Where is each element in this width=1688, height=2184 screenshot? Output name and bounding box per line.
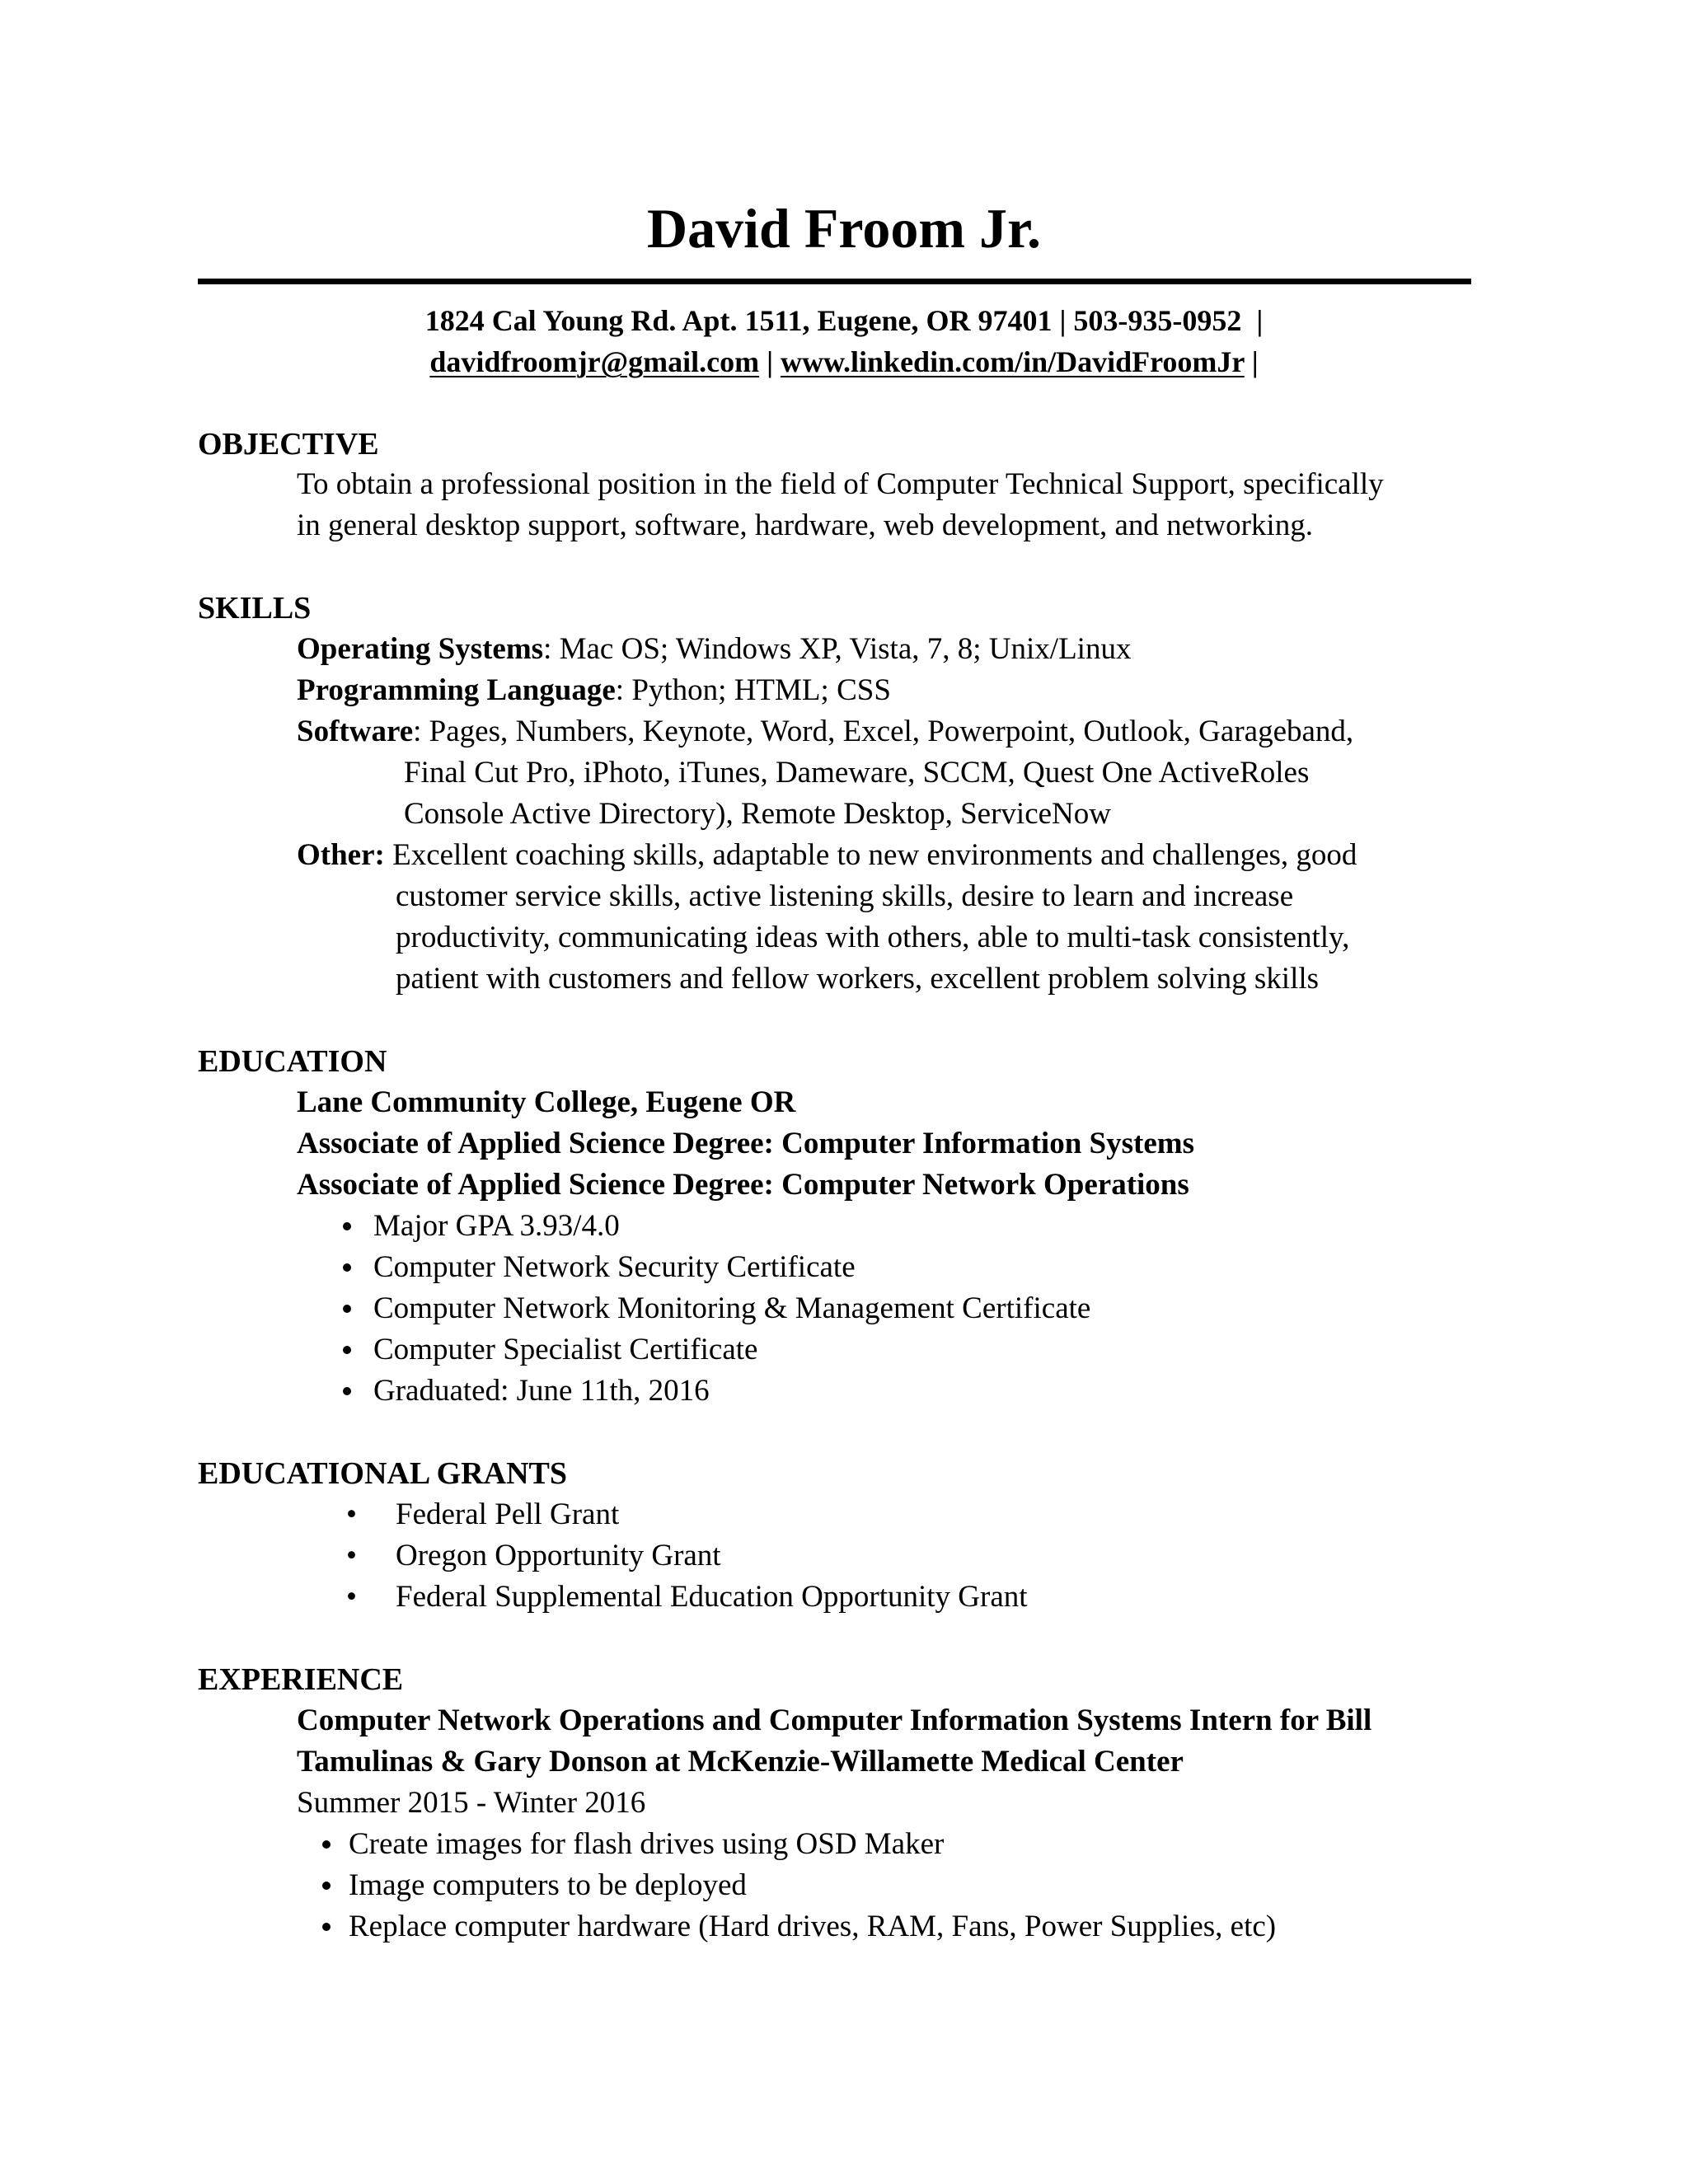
contact-trail: |: [1244, 345, 1259, 378]
contact-links: [0, 341, 1688, 382]
bullet-icon: [343, 1346, 351, 1354]
bullet-icon: •: [346, 1539, 357, 1572]
skill-label: Operating Systems: [297, 632, 544, 666]
objective-heading: OBJECTIVE: [198, 427, 379, 462]
skills-software: [297, 711, 1353, 752]
address-line: 1824 Cal Young Rd. Apt. 1511, Eugene, OR 97401 | 503-935-0952 |: [424, 304, 1264, 337]
skills-os: [297, 629, 1131, 670]
grant-item: Oregon Opportunity Grant: [396, 1539, 721, 1572]
skill-label: Programming Language: [297, 673, 616, 707]
job-title: Computer Network Operations and Computer Information Systems Intern for Bill: [297, 1704, 1372, 1737]
skills-other-cont: customer service skills, active listening skills, desire to learn and increase: [396, 879, 1294, 913]
job-title: Tamulinas & Gary Donson at McKenzie-Willamette Medical Center: [297, 1745, 1184, 1779]
skill-label: Other:: [297, 838, 385, 872]
skills-programming: [297, 670, 891, 711]
grants-heading: EDUCATIONAL GRANTS: [198, 1456, 567, 1491]
linkedin-link[interactable]: www.linkedin.com/in/DavidFroomJr: [781, 345, 1245, 378]
bullet-icon: [322, 1840, 331, 1849]
skills-other-cont: productivity, communicating ideas with others, able to multi-task consistently,: [396, 921, 1350, 954]
skill-value: Excellent coaching skills, adaptable to new environments and challenges, good: [384, 838, 1357, 872]
education-item: Graduated: June 11th, 2016: [373, 1374, 710, 1408]
grant-item: Federal Pell Grant: [396, 1497, 620, 1531]
skills-software-cont: Console Active Directory), Remote Desktop, ServiceNow: [404, 797, 1111, 831]
experience-item: Image computers to be deployed: [349, 1868, 747, 1902]
bullet-icon: [322, 1882, 331, 1890]
skills-heading: SKILLS: [198, 591, 312, 626]
bullet-icon: [322, 1923, 331, 1931]
skill-value: : Python; HTML; CSS: [615, 673, 891, 707]
objective-line: To obtain a professional position in the field of Computer Technical Support, specifically: [297, 467, 1384, 501]
bullet-icon: [343, 1387, 351, 1395]
resume-name: David Froom Jr.: [647, 197, 1041, 260]
school-name: Lane Community College, Eugene OR: [297, 1085, 796, 1119]
job-dates: Summer 2015 - Winter 2016: [297, 1786, 646, 1820]
bullet-icon: •: [346, 1497, 357, 1531]
experience-item: Replace computer hardware (Hard drives, RAM, Fans, Power Supplies, etc): [349, 1910, 1277, 1943]
email-link[interactable]: davidfroomjr@gmail.com: [429, 345, 760, 378]
education-item: Computer Network Security Certificate: [373, 1250, 856, 1284]
education-item: Major GPA 3.93/4.0: [373, 1209, 620, 1243]
bullet-icon: •: [346, 1580, 357, 1614]
education-item: Computer Network Monitoring & Management Certificate: [373, 1291, 1091, 1325]
header-divider: [198, 279, 1471, 284]
degree: Associate of Applied Science Degree: Computer Information Systems: [297, 1127, 1194, 1160]
experience-item: Create images for flash drives using OSD Maker: [349, 1827, 945, 1861]
experience-heading: EXPERIENCE: [198, 1662, 404, 1697]
education-heading: EDUCATION: [198, 1044, 387, 1079]
education-item: Computer Specialist Certificate: [373, 1333, 758, 1366]
degree: Associate of Applied Science Degree: Computer Network Operations: [297, 1168, 1189, 1202]
skill-value: : Pages, Numbers, Keynote, Word, Excel, Powerpoint, Outlook, Garageband,: [413, 715, 1354, 748]
contact-separator: |: [759, 345, 781, 378]
bullet-icon: [343, 1305, 351, 1313]
objective-line: in general desktop support, software, hardware, web development, and networking.: [297, 509, 1313, 542]
bullet-icon: [343, 1222, 351, 1230]
skills-software-cont: Final Cut Pro, iPhoto, iTunes, Dameware, SCCM, Quest One ActiveRoles: [404, 756, 1310, 790]
grant-item: Federal Supplemental Education Opportunity Grant: [396, 1580, 1028, 1614]
skill-label: Software: [297, 715, 414, 748]
skills-other: [297, 835, 1357, 876]
bullet-icon: [343, 1263, 351, 1272]
skills-other-cont: patient with customers and fellow workers, excellent problem solving skills: [396, 962, 1320, 996]
skill-value: : Mac OS; Windows XP, Vista, 7, 8; Unix/Linux: [543, 632, 1132, 666]
